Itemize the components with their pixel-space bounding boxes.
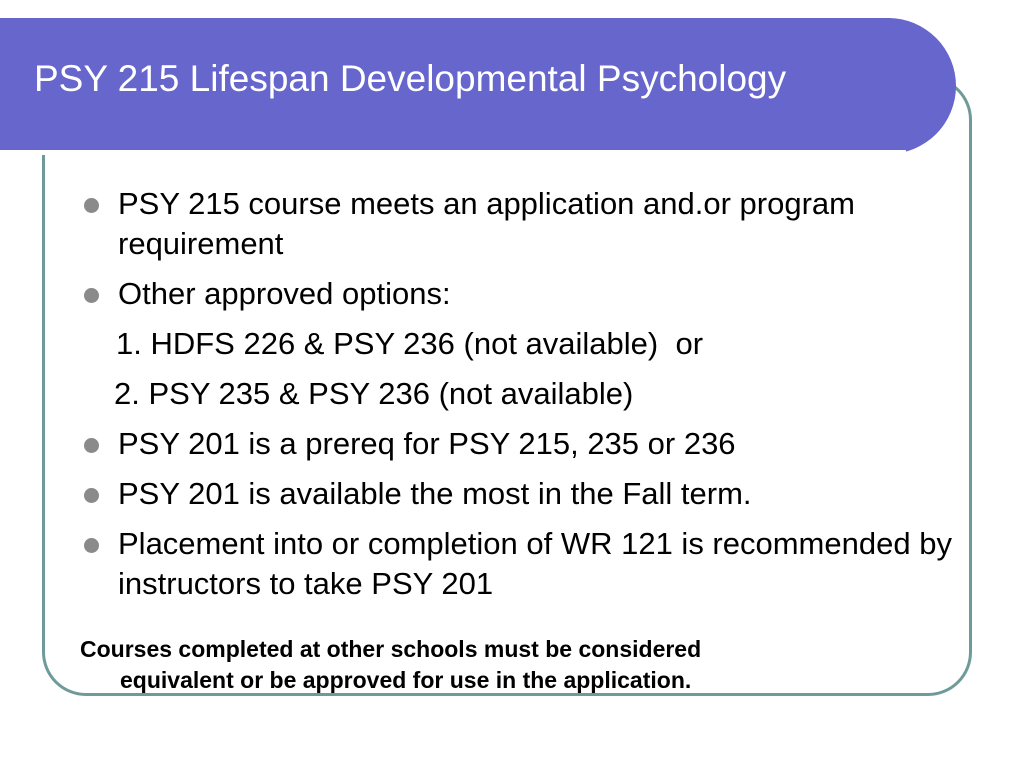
title-underline xyxy=(0,150,906,155)
bullet-text: Other approved options: xyxy=(118,276,451,311)
footnote-line-2: equivalent or be approved for use in the application. xyxy=(120,667,692,693)
bullet-icon xyxy=(84,538,99,553)
bullet-item xyxy=(80,184,960,264)
bullet-item xyxy=(80,474,960,514)
option-text: 1. HDFS 226 & PSY 236 (not available) or xyxy=(116,326,704,361)
footnote-line-1: Courses completed at other schools must be considered xyxy=(80,636,702,662)
bullet-text: PSY 215 course meets an application and.or program requirement xyxy=(118,186,855,261)
slide-title: PSY 215 Lifespan Developmental Psychology xyxy=(34,58,787,99)
bullet-text: PSY 201 is available the most in the Fall term. xyxy=(118,476,752,511)
bullet-icon xyxy=(84,438,99,453)
option-item xyxy=(80,324,960,364)
bullet-item xyxy=(80,274,960,314)
bullet-item xyxy=(80,524,960,604)
bullet-list xyxy=(80,184,960,614)
bullet-text: Placement into or completion of WR 121 is recommended by instructors to take PSY 201 xyxy=(118,526,952,601)
footnote xyxy=(80,634,960,696)
bullet-icon xyxy=(84,198,99,213)
option-item xyxy=(80,374,960,414)
bullet-text: PSY 201 is a prereq for PSY 215, 235 or 236 xyxy=(118,426,736,461)
bullet-icon xyxy=(84,488,99,503)
bullet-item xyxy=(80,424,960,464)
bullet-icon xyxy=(84,288,99,303)
option-text: 2. PSY 235 & PSY 236 (not available) xyxy=(114,376,634,411)
